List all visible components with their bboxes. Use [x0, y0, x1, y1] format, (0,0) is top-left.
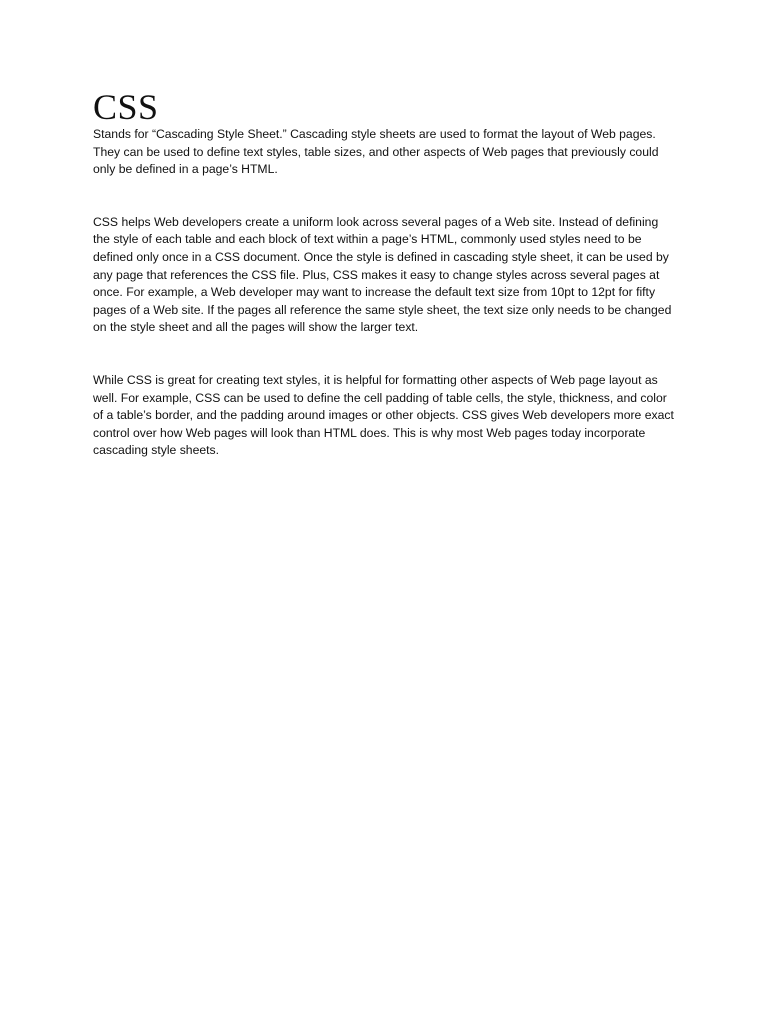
paragraph-uniform-look: CSS helps Web developers create a uniform look across several pages of a Web site. Instead of defining the style of each table and each block of text within a page’s HTML, commonly used styles need to be defined only once in a CSS document. Once the style is defined in cascading style sheet, it can be used by any page that references the CSS file. Plus, CSS makes it easy to change styles across several pages at once. For example, a Web developer may want to increase the default text size from 10pt to 12pt for fifty pages of a Web site. If the pages all reference the same style sheet, the text size only needs to be changed on the style sheet and all the pages will show the larger text. [93, 214, 672, 335]
document-body [93, 88, 678, 460]
document-title: CSS [93, 87, 159, 127]
paragraph-layout-control: While CSS is great for creating text styles, it is helpful for formatting other aspects of Web page layout as well. For example, CSS can be used to define the cell padding of table cells, the style, thickness, and color of a table’s border, and the padding around images or other objects. CSS gives Web developers more exact control over how Web pages will look than HTML does. This is why most Web pages today incorporate cascading style sheets. [93, 372, 674, 458]
paragraph-definition: Stands for “Cascading Style Sheet.” Cascading style sheets are used to format the layout of Web pages. They can be used to define text styles, table sizes, and other aspects of Web pages that previously could only be defined in a page’s HTML. [93, 127, 659, 177]
